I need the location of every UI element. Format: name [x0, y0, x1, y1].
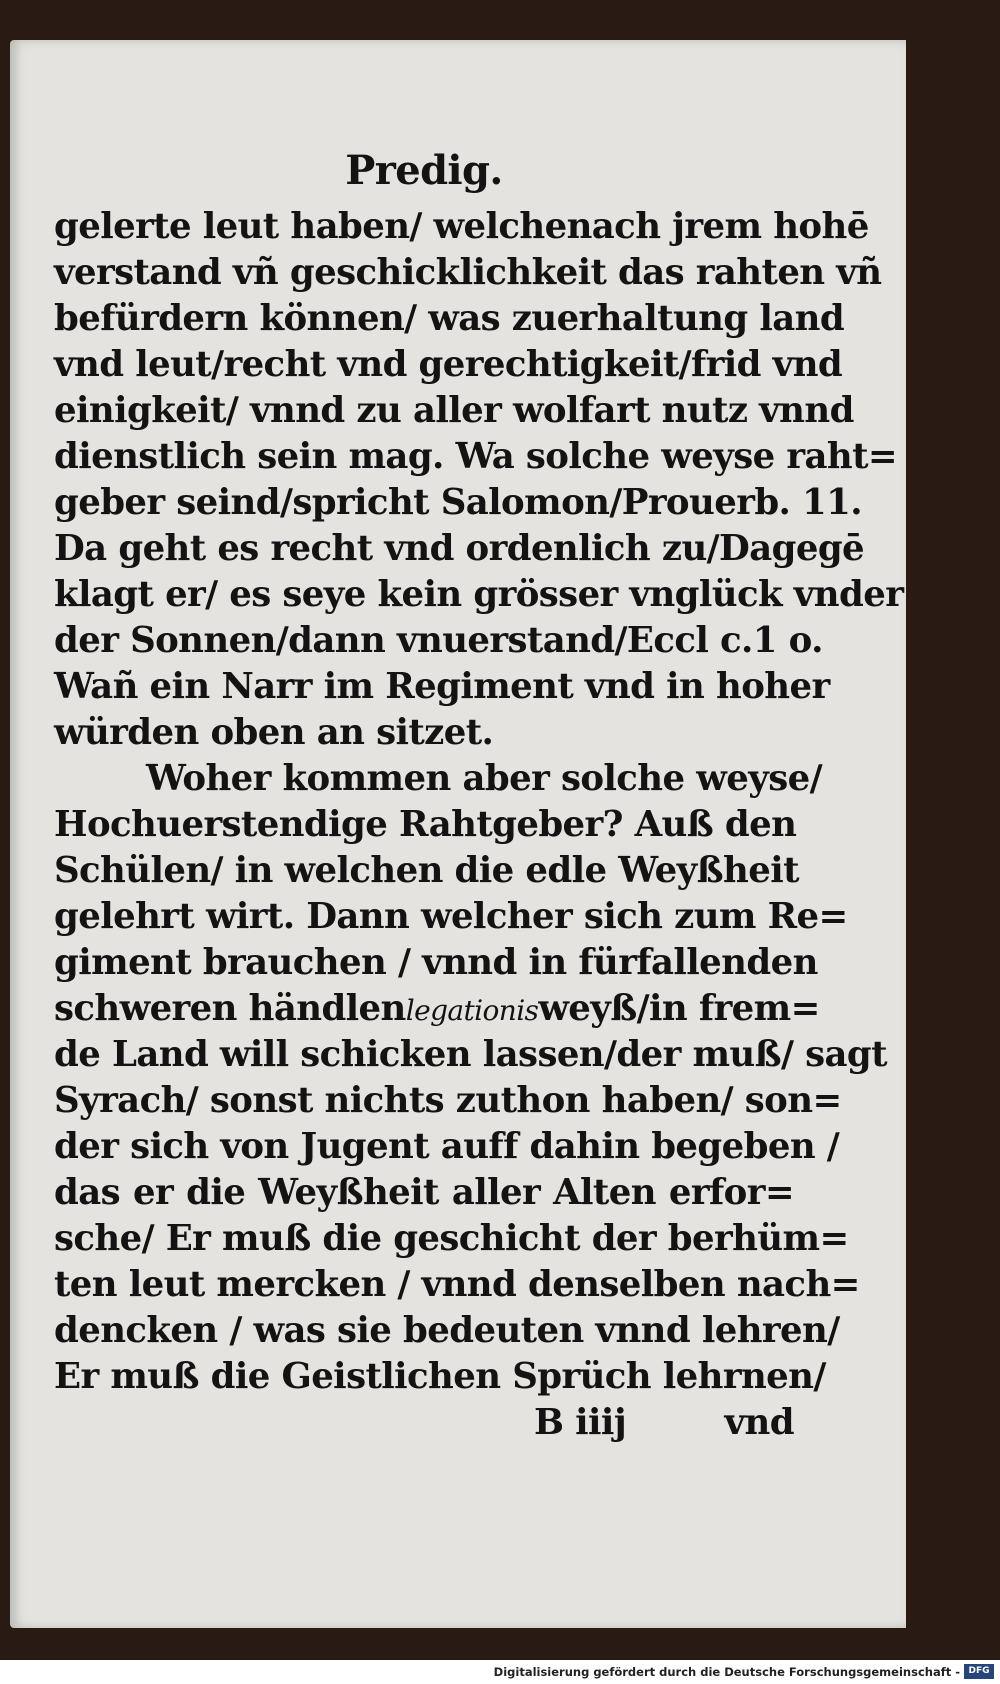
text-line: Syrach/ sonst nichts zuthon haben/ son= — [54, 1080, 842, 1121]
text-line: sche/ Er muß die geschicht der berhüm= — [54, 1218, 849, 1259]
text-line: geber seind/spricht Salomon/Prouerb. 11. — [54, 482, 863, 523]
text-line: Schülen/ in welchen die edle Weyßheit — [54, 850, 799, 891]
funding-notice: Digitalisierung gefördert durch die Deutsche Forschungsgemeinschaft - — [493, 1665, 960, 1679]
text-line: dienstlich sein mag. Wa solche weyse raht= — [54, 436, 898, 477]
book-page — [10, 40, 906, 1628]
text-block — [54, 138, 904, 1446]
text-line: Er muß die Geistlichen Sprüch lehrnen/ — [54, 1356, 826, 1397]
text-line: der sich von Jugent auff dahin begeben / — [54, 1126, 840, 1167]
italic-term: legationis — [405, 994, 539, 1027]
text-line: giment brauchen / vnnd in fürfallenden — [54, 942, 818, 983]
text-line: vnd leut/recht vnd gerechtigkeit/frid vnd — [54, 344, 843, 385]
text-line: würden oben an sitzet. — [54, 712, 494, 753]
catchword: vnd — [724, 1402, 794, 1443]
text-line: befürdern können/ was zuerhaltung land — [54, 298, 845, 339]
text-line: das er die Weyßheit aller Alten erfor= — [54, 1172, 794, 1213]
text-line: verstand vñ geschicklichkeit das rahten vñ — [54, 252, 882, 293]
signature-mark: B iiij — [534, 1402, 627, 1443]
text-line: der Sonnen/dann vnuerstand/Eccl c.1 o. — [54, 620, 823, 661]
text-line: einigkeit/ vnnd zu aller wolfart nutz vnnd — [54, 390, 854, 431]
text-line: Da geht es recht vnd ordenlich zu/Dagegē — [54, 528, 865, 569]
text-line: klagt er/ es seye kein grösser vnglück vnder — [54, 574, 904, 615]
signature-line — [54, 1400, 794, 1446]
text-segment: schweren händlen — [54, 988, 406, 1029]
footer-bar — [0, 1660, 1000, 1684]
text-line-mixed — [54, 986, 820, 1032]
text-line: gelehrt wirt. Dann welcher sich zum Re= — [54, 896, 848, 937]
text-line: de Land will schicken lassen/der muß/ sagt — [54, 1034, 887, 1075]
text-line: ten leut mercken / vnnd denselben nach= — [54, 1264, 860, 1305]
text-line: gelerte leut haben/ welchenach jrem hohē — [54, 206, 869, 247]
text-segment: weyß/in frem= — [538, 988, 820, 1029]
text-line: Hochuerstendige Rahtgeber? Auß den — [54, 804, 797, 845]
paragraph-start-line: Woher kommen aber solche weyse/ — [146, 758, 822, 799]
text-line: dencken / was sie bedeuten vnnd lehren/ — [54, 1310, 840, 1351]
running-head: Predig. — [345, 147, 503, 194]
text-line: Wañ ein Narr im Regiment vnd in hoher — [54, 666, 830, 707]
dfg-logo: DFG — [964, 1664, 994, 1679]
